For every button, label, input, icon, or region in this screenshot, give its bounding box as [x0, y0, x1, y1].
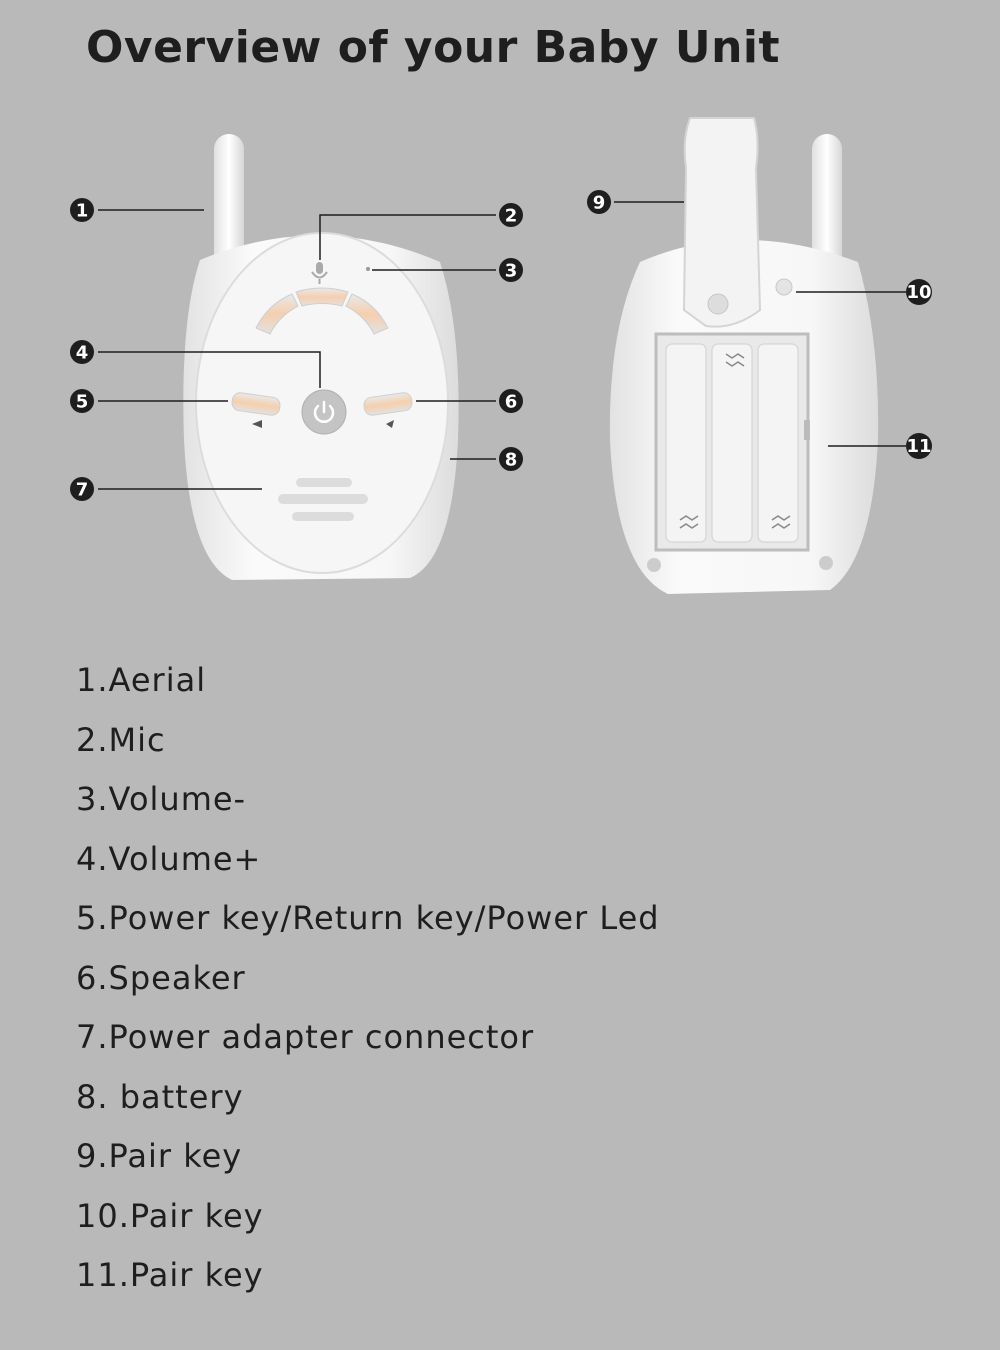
baby-unit-diagram — [0, 0, 1000, 640]
svg-text:10: 10 — [906, 282, 932, 303]
svg-text:7: 7 — [75, 479, 89, 501]
legend-item: 2.Mic — [76, 720, 166, 759]
callout-3 — [499, 258, 523, 282]
svg-text:11: 11 — [906, 436, 932, 457]
callout-11 — [906, 433, 932, 459]
legend-item: 7.Power adapter connector — [76, 1018, 535, 1056]
back-foot-left — [647, 558, 661, 572]
back-foot-right — [819, 556, 833, 570]
legend-item: 5.Power key/Return key/Power Led — [76, 899, 660, 937]
legend-item: 8. battery — [76, 1077, 244, 1116]
battery-cells — [666, 344, 798, 542]
speaker-slot-3 — [292, 512, 354, 521]
callout-1 — [70, 198, 94, 222]
front-view — [183, 134, 458, 580]
speaker-slot-1 — [296, 478, 352, 487]
callout-2 — [499, 203, 523, 227]
legend-item: 11.Pair key — [76, 1256, 264, 1294]
speaker-slot-2 — [278, 494, 368, 504]
svg-text:8: 8 — [504, 449, 518, 471]
callout-8 — [499, 447, 523, 471]
svg-text:4: 4 — [75, 342, 89, 364]
svg-text:1: 1 — [75, 200, 89, 222]
svg-text:3: 3 — [504, 260, 518, 282]
back-view — [610, 118, 878, 594]
legend-item: 1.Aerial — [76, 661, 207, 699]
pair-key-button — [776, 279, 792, 295]
mic-hole — [366, 267, 370, 271]
svg-text:6: 6 — [504, 391, 518, 413]
legend-item: 9.Pair key — [76, 1137, 243, 1175]
page-title: Overview of your Baby Unit — [86, 22, 781, 73]
callout-7 — [70, 477, 94, 501]
callout-6 — [499, 389, 523, 413]
legend-item: 10.Pair key — [76, 1196, 264, 1235]
legend-item: 4.Volume+ — [76, 839, 262, 878]
svg-text:5: 5 — [75, 391, 89, 413]
legend-item: 3.Volume- — [76, 780, 247, 818]
clip-screw — [708, 294, 728, 314]
svg-text:2: 2 — [504, 205, 518, 227]
callout-9 — [587, 190, 611, 214]
callout-4 — [70, 340, 94, 364]
battery-contact — [804, 420, 810, 440]
top-center-key — [296, 288, 348, 306]
parts-legend — [76, 652, 660, 1307]
callout-10 — [906, 279, 932, 305]
svg-text:9: 9 — [592, 192, 606, 214]
callout-5 — [70, 389, 94, 413]
legend-item: 6.Speaker — [76, 958, 246, 997]
